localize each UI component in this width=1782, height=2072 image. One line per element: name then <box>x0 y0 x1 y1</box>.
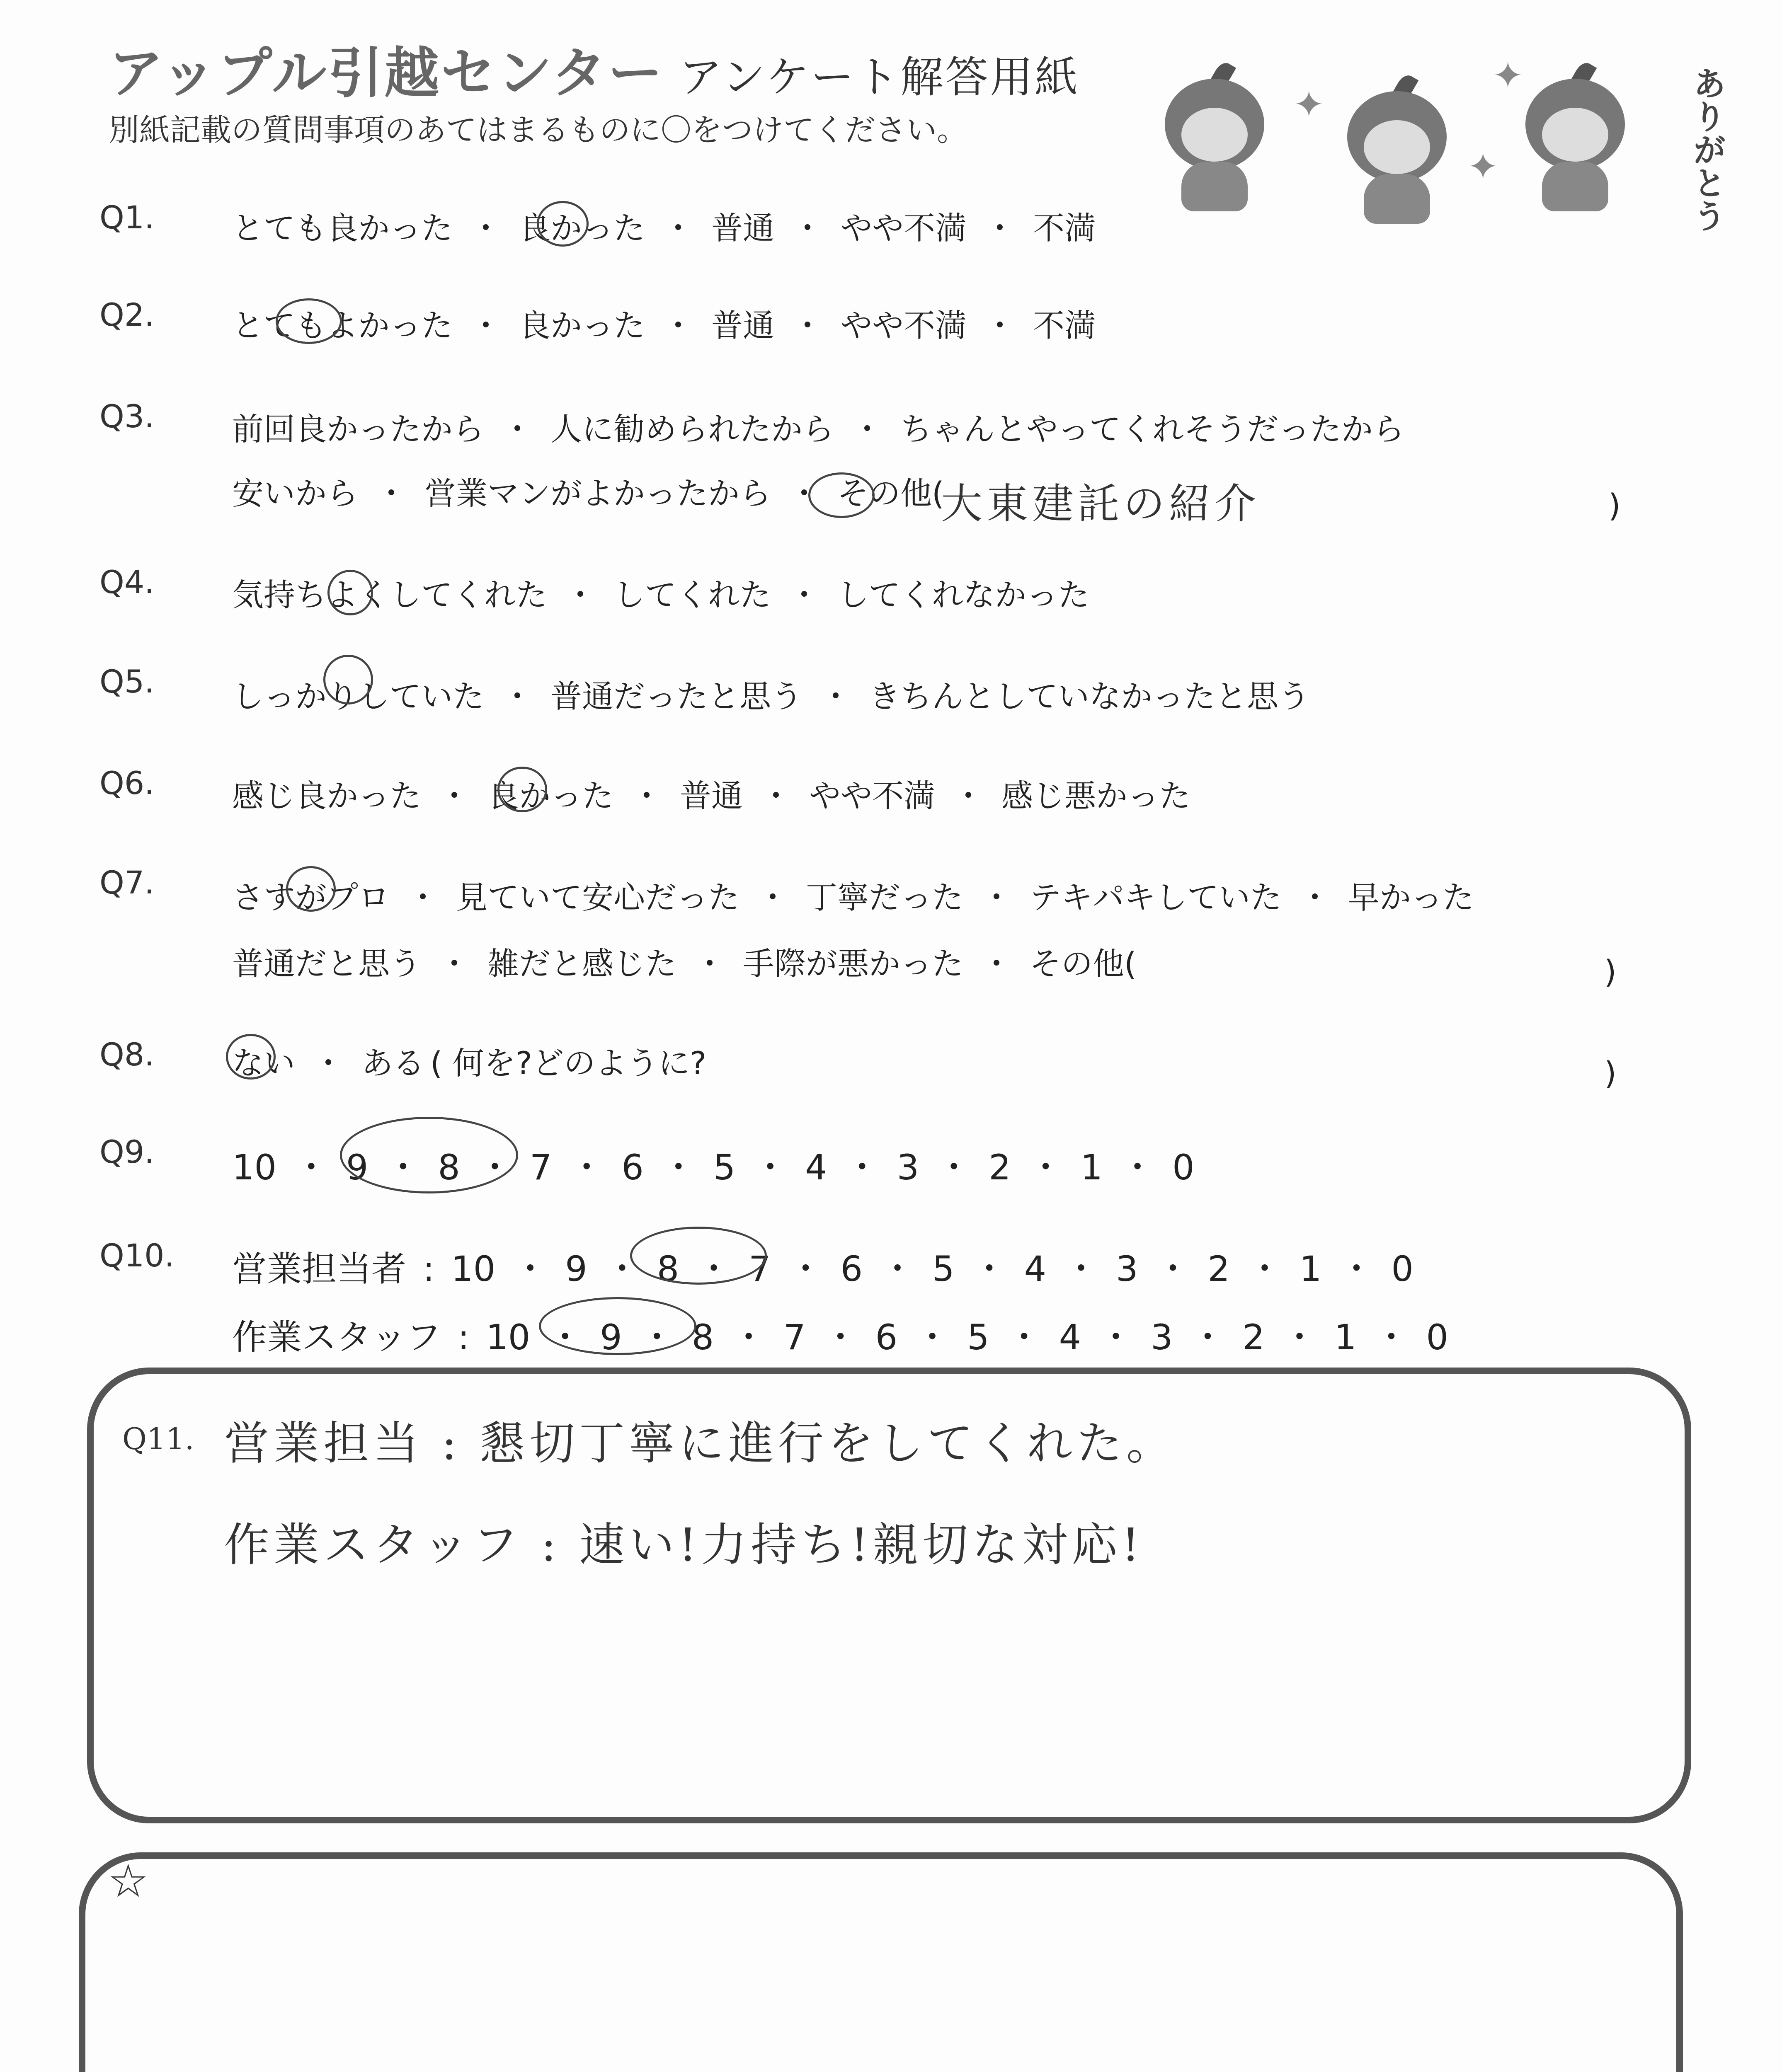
q9-score[interactable]: 3 <box>897 1147 919 1188</box>
q1-option[interactable]: 普通 <box>711 210 774 247</box>
q8-options: ない ・ ある ( 何を?どのように? <box>232 1045 707 1082</box>
q10-staff-score[interactable]: 0 <box>1426 1317 1448 1358</box>
q7-options-line1: さすがプロ ・ 見ていて安心だった ・ 丁寧だった ・ テキパキしていた ・ 早かった <box>232 879 1474 916</box>
q9-score[interactable]: 10 <box>232 1147 276 1188</box>
q11-label: Q11. <box>122 1421 194 1456</box>
q11-handwriting-line1[interactable]: 営業担当 : 懇切丁寧に進行をしてくれた。 <box>224 1417 1176 1470</box>
answer-circle <box>286 866 336 912</box>
q3-other-handwriting[interactable]: 大東建託の紹介 <box>941 479 1260 528</box>
answer-circle <box>226 1034 276 1080</box>
q1-label: Q1. <box>99 199 155 236</box>
q9-score[interactable]: 5 <box>713 1147 736 1188</box>
q10-sales-score[interactable]: 3 <box>1116 1249 1138 1289</box>
q2-option[interactable]: とてもよかった <box>232 307 453 344</box>
q4-option[interactable]: してくれた <box>613 576 771 613</box>
q2-options: とてもよかった ・ 良かった ・ 普通 ・ やや不満 ・ 不満 <box>232 307 1096 344</box>
q3-options-line1: 前回良かったから ・ 人に勧められたから ・ ちゃんとやってくれそうだったから <box>232 411 1404 448</box>
q7-close-paren: ) <box>1604 953 1617 990</box>
q8-close-paren: ) <box>1604 1055 1617 1092</box>
q10-staff-row: 作業スタッフ : 10 ・ 9 ・ 8 ・ 7 ・ 6 ・ 5 ・ 4 ・ 3 ・ 2 ・ 1 ・ 0 <box>232 1317 1448 1358</box>
q5-option[interactable]: しっかりしていた <box>232 678 484 715</box>
q5-label: Q5. <box>99 663 155 700</box>
q3-options-line2: 安いから ・ 営業マンがよかったから ・ その他( <box>232 475 944 512</box>
sparkle-icon: ✦ <box>1467 145 1499 189</box>
free-comment-box[interactable] <box>79 1852 1683 2072</box>
q7-label: Q7. <box>99 864 155 901</box>
q6-option[interactable]: 感じ良かった <box>232 777 421 814</box>
q2-option[interactable]: 普通 <box>711 307 774 344</box>
q9-score[interactable]: 2 <box>989 1147 1011 1188</box>
q6-option[interactable]: 普通 <box>680 777 743 814</box>
company-name: アップル引越センター <box>109 41 664 105</box>
q6-option[interactable]: 良かった <box>487 777 613 814</box>
sparkle-icon: ✦ <box>1293 83 1325 126</box>
star-icon: ☆ <box>108 1854 149 1907</box>
q10-staff-score[interactable]: 4 <box>1059 1317 1081 1358</box>
q10-sales-score[interactable]: 1 <box>1299 1249 1322 1289</box>
q6-option[interactable]: 感じ悪かった <box>1001 777 1190 814</box>
q9-score[interactable]: 1 <box>1080 1147 1103 1188</box>
q6-options: 感じ良かった ・ 良かった ・ 普通 ・ やや不満 ・ 感じ悪かった <box>232 777 1190 814</box>
q10-staff-score[interactable]: 7 <box>783 1317 806 1358</box>
answer-circle <box>327 570 373 615</box>
q10-sales-score[interactable]: 7 <box>749 1249 771 1289</box>
q4-options: 気持ちよくしてくれた ・ してくれた ・ してくれなかった <box>232 576 1089 613</box>
q10-sales-score[interactable]: 2 <box>1207 1249 1230 1289</box>
q3-label: Q3. <box>99 398 155 435</box>
q3-option[interactable]: 営業マンがよかったから <box>424 475 771 512</box>
q1-options: とても良かった ・ 良かった ・ 普通 ・ やや不満 ・ 不満 <box>232 210 1096 247</box>
thanks-text: ありがとう <box>1687 66 1726 232</box>
q9-score[interactable]: 9 <box>346 1147 369 1188</box>
q1-option[interactable]: やや不満 <box>841 210 967 247</box>
q1-option[interactable]: 不満 <box>1033 210 1096 247</box>
answer-circle <box>340 1117 518 1193</box>
q9-score[interactable]: 7 <box>529 1147 552 1188</box>
q3-other[interactable]: その他( <box>837 475 944 512</box>
q10-sales-score[interactable]: 6 <box>840 1249 863 1289</box>
q3-close-paren: ) <box>1608 487 1621 524</box>
q7-option[interactable]: 手際が悪かった <box>743 945 963 982</box>
q10-sales-score[interactable]: 0 <box>1391 1249 1413 1289</box>
q6-label: Q6. <box>99 765 155 801</box>
q7-other[interactable]: その他( <box>1030 945 1137 982</box>
q9-score[interactable]: 8 <box>438 1147 460 1188</box>
instruction-text: 別紙記載の質問事項のあてはまるものに〇をつけてください。 <box>109 112 967 148</box>
q7-option[interactable]: さすがプロ <box>232 879 390 916</box>
q7-options-line2: 普通だと思う ・ 雑だと感じた ・ 手際が悪かった ・ その他( <box>232 945 1137 982</box>
q9-score[interactable]: 4 <box>805 1147 827 1188</box>
q2-option[interactable]: やや不満 <box>841 307 967 344</box>
q10-staff-score[interactable]: 6 <box>875 1317 898 1358</box>
q9-score[interactable]: 0 <box>1172 1147 1195 1188</box>
q10-sales-score[interactable]: 10 <box>451 1249 496 1289</box>
q7-option[interactable]: 雑だと感じた <box>487 945 676 982</box>
answer-circle <box>630 1227 767 1285</box>
q7-option[interactable]: 見ていて安心だった <box>456 879 739 916</box>
q10-staff-score[interactable]: 1 <box>1334 1317 1357 1358</box>
monkey-mascot-icon <box>1152 62 1277 211</box>
answer-circle <box>276 298 342 344</box>
q10-sales-score[interactable]: 4 <box>1024 1249 1047 1289</box>
q8-prompt: ( 何を?どのように? <box>430 1045 707 1082</box>
q5-option[interactable]: きちんとしていなかったと思う <box>869 678 1310 715</box>
q7-option[interactable]: 丁寧だった <box>806 879 963 916</box>
q9-score[interactable]: 6 <box>621 1147 644 1188</box>
form-title <box>109 29 1079 108</box>
q5-option[interactable]: 普通だったと思う <box>550 678 803 715</box>
q10-sales-score[interactable]: 8 <box>657 1249 679 1289</box>
q3-option[interactable]: 前回良かったから <box>232 411 484 448</box>
q7-option[interactable]: 普通だと思う <box>232 945 421 982</box>
q9-scale: 10 ・ 9 ・ 8 ・ 7 ・ 6 ・ 5 ・ 4 ・ 3 ・ 2 ・ 1 ・ 0 <box>232 1147 1195 1188</box>
q10-label: Q10. <box>99 1237 175 1274</box>
q9-label: Q9. <box>99 1133 155 1170</box>
q3-option[interactable]: 安いから <box>232 475 358 512</box>
q6-option[interactable]: やや不満 <box>809 777 935 814</box>
answer-circle <box>323 655 373 704</box>
q3-option[interactable]: ちゃんとやってくれそうだったから <box>900 411 1404 448</box>
q4-label: Q4. <box>99 564 155 600</box>
q10-sales-row: 営業担当者 : 10 ・ 9 ・ 8 ・ 7 ・ 6 ・ 5 ・ 4 ・ 3 ・ 2 ・ 1 ・ 0 <box>232 1249 1413 1289</box>
q11-handwriting-line2[interactable]: 作業スタッフ : 速い!力持ち!親切な対応! <box>224 1518 1144 1571</box>
q7-option[interactable]: 早かった <box>1348 879 1474 916</box>
q2-label: Q2. <box>99 296 155 333</box>
q2-option[interactable]: 不満 <box>1033 307 1096 344</box>
q2-option[interactable]: 良かった <box>519 307 645 344</box>
answer-circle <box>808 472 875 518</box>
q4-option[interactable]: 気持ちよくしてくれた <box>232 576 547 613</box>
q10-staff-label: 作業スタッフ <box>232 1317 441 1358</box>
q1-option[interactable]: とても良かった <box>232 210 453 247</box>
q8-option[interactable]: ある <box>361 1045 424 1082</box>
q5-options: しっかりしていた ・ 普通だったと思う ・ きちんとしていなかったと思う <box>232 678 1310 715</box>
q10-sales-score[interactable]: 5 <box>932 1249 955 1289</box>
q10-staff-score[interactable]: 3 <box>1151 1317 1173 1358</box>
q8-option[interactable]: ない <box>232 1045 295 1082</box>
q10-staff-score[interactable]: 9 <box>600 1317 622 1358</box>
q10-staff-score[interactable]: 8 <box>691 1317 714 1358</box>
q10-staff-score[interactable]: 2 <box>1242 1317 1265 1358</box>
monkey-mascot-icon <box>1513 62 1637 211</box>
sparkle-icon: ✦ <box>1492 54 1524 97</box>
monkey-mascot-icon <box>1335 75 1459 224</box>
answer-circle <box>539 1297 696 1355</box>
q7-option[interactable]: テキパキしていた <box>1030 879 1282 916</box>
q10-staff-score[interactable]: 10 <box>486 1317 531 1358</box>
answer-circle <box>537 201 589 247</box>
q8-label: Q8. <box>99 1036 155 1073</box>
q1-option[interactable]: 良かった <box>519 210 645 247</box>
answer-circle <box>497 767 547 812</box>
form-subtitle: アンケート解答用紙 <box>679 52 1079 102</box>
q10-staff-score[interactable]: 5 <box>967 1317 989 1358</box>
q10-sales-score[interactable]: 9 <box>565 1249 587 1289</box>
q10-sales-label: 営業担当者 <box>232 1249 407 1289</box>
q4-option[interactable]: してくれなかった <box>837 576 1089 613</box>
q3-option[interactable]: 人に勧められたから <box>550 411 834 448</box>
